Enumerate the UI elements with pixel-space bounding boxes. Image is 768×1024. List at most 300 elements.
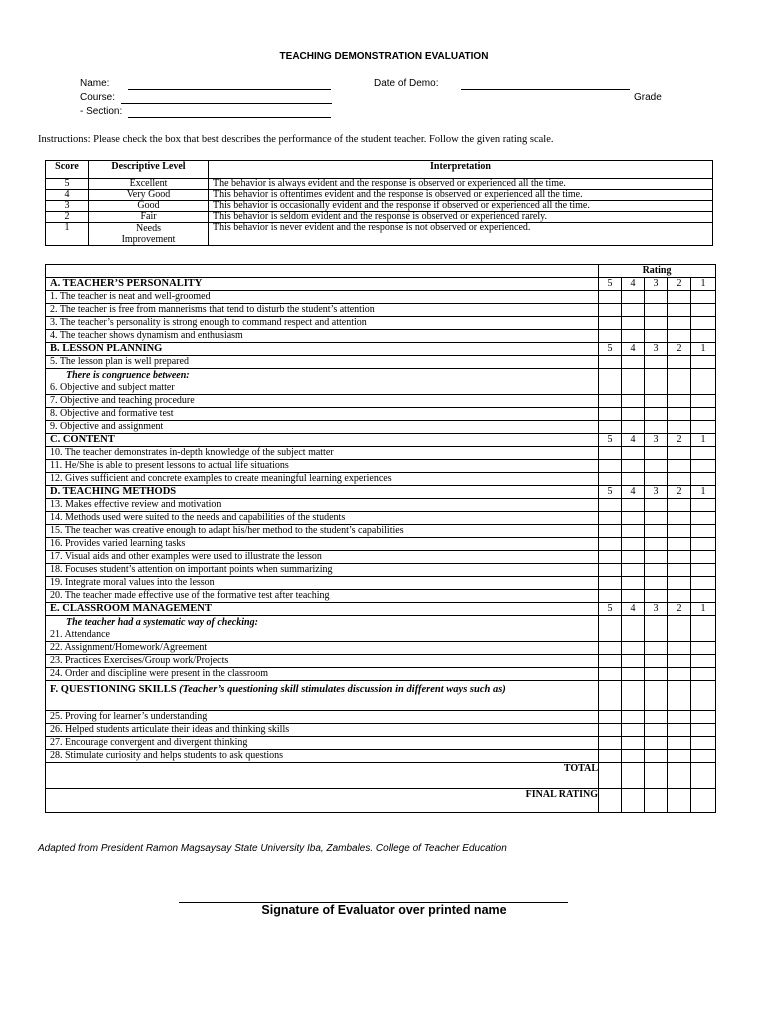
total-cell[interactable]: [622, 763, 645, 789]
criterion-row: [46, 750, 716, 763]
section-title-b: B. LESSON PLANNING: [46, 343, 599, 356]
rating-cell[interactable]: [599, 642, 622, 655]
criterion-row: [46, 551, 716, 564]
rating-cell[interactable]: [668, 616, 691, 642]
rating-cell[interactable]: [599, 499, 622, 512]
rating-cell[interactable]: [668, 408, 691, 421]
rating-cell[interactable]: [622, 668, 645, 681]
criterion-row: [46, 304, 716, 317]
rating-cell[interactable]: [645, 369, 668, 395]
criterion-row: [46, 711, 716, 724]
criterion-label: 17. Visual aids and other examples were used to illustrate the lesson: [46, 551, 599, 564]
section-title-c: C. CONTENT: [46, 434, 599, 447]
final-rating-cell[interactable]: [668, 789, 691, 813]
criterion-cell: [46, 369, 599, 395]
document-title: TEACHING DEMONSTRATION EVALUATION: [279, 51, 489, 62]
rating-cell[interactable]: [668, 724, 691, 737]
scale-label: 2: [668, 343, 691, 356]
rating-cell[interactable]: [691, 447, 716, 460]
section-header-row: [46, 681, 716, 711]
scale-label: 1: [691, 434, 716, 447]
section-title-a: A. TEACHER’S PERSONALITY: [46, 278, 599, 291]
criterion-row: [46, 473, 716, 486]
criterion-row: [46, 724, 716, 737]
grade-label: Grade: [634, 92, 662, 103]
rating-cell[interactable]: [691, 291, 716, 304]
scale-row: [46, 190, 713, 201]
rating-cell[interactable]: [645, 525, 668, 538]
final-rating-cell[interactable]: [622, 789, 645, 813]
rating-cell[interactable]: [691, 724, 716, 737]
rating-cell[interactable]: [668, 525, 691, 538]
scale-label: 1: [691, 343, 716, 356]
criterion-cell: [46, 616, 599, 642]
rating-cell[interactable]: [668, 330, 691, 343]
rating-cell[interactable]: [645, 330, 668, 343]
name-label: Name:: [80, 78, 110, 89]
total-cell[interactable]: [645, 763, 668, 789]
rating-cell[interactable]: [622, 499, 645, 512]
scale-header-row: [46, 161, 713, 179]
rating-cell[interactable]: [645, 408, 668, 421]
rating-cell[interactable]: [599, 408, 622, 421]
rating-scale-table: [45, 160, 713, 246]
rating-cell[interactable]: [622, 395, 645, 408]
rating-cell[interactable]: [668, 447, 691, 460]
total-row: [46, 763, 716, 789]
rating-cell[interactable]: [668, 499, 691, 512]
rating-cell[interactable]: [622, 317, 645, 330]
rating-cell[interactable]: [645, 577, 668, 590]
scale-label: 2: [668, 603, 691, 616]
criterion-row: [46, 395, 716, 408]
criterion-label: 20. The teacher made effective use of the formative test after teaching: [46, 590, 599, 603]
total-cell[interactable]: [668, 763, 691, 789]
scale-label: 3: [645, 603, 668, 616]
rating-cell[interactable]: [645, 538, 668, 551]
rating-cell[interactable]: [599, 460, 622, 473]
rating-header-row: [46, 265, 716, 278]
scale-interpretation: This behavior is seldom evident and the response is observed or experienced rarely.: [209, 212, 713, 223]
rating-cell[interactable]: [668, 317, 691, 330]
rating-cell[interactable]: [622, 724, 645, 737]
rating-cell[interactable]: [599, 304, 622, 317]
rating-cell[interactable]: [691, 525, 716, 538]
criterion-row: [46, 356, 716, 369]
rating-cell[interactable]: [668, 473, 691, 486]
rating-cell[interactable]: [622, 473, 645, 486]
rating-cell[interactable]: [645, 711, 668, 724]
rating-cell[interactable]: [645, 304, 668, 317]
section-header-row: [46, 603, 716, 616]
criterion-label: 8. Objective and formative test: [46, 408, 599, 421]
rating-cell[interactable]: [622, 564, 645, 577]
scale-score: 5: [46, 179, 89, 190]
total-cell[interactable]: [691, 763, 716, 789]
rating-cell[interactable]: [668, 642, 691, 655]
course-field[interactable]: [121, 103, 332, 104]
criterion-label: 9. Objective and assignment: [46, 421, 599, 434]
rating-cell[interactable]: [622, 551, 645, 564]
rating-cell[interactable]: [622, 711, 645, 724]
total-cell[interactable]: [599, 763, 622, 789]
rating-cell[interactable]: [645, 551, 668, 564]
interpretation-header: Interpretation: [209, 161, 713, 179]
rating-cell[interactable]: [599, 668, 622, 681]
section-header-row: [46, 434, 716, 447]
scale-label: 5: [599, 603, 622, 616]
rating-cell[interactable]: [599, 616, 622, 642]
evaluation-table: [45, 264, 716, 813]
rating-cell[interactable]: [668, 655, 691, 668]
rating-cell[interactable]: [691, 317, 716, 330]
criterion-row: [46, 317, 716, 330]
criterion-row: [46, 668, 716, 681]
scale-label: 1: [691, 278, 716, 291]
scale-label: 4: [622, 434, 645, 447]
rating-cell[interactable]: [691, 512, 716, 525]
rating-cell[interactable]: [691, 304, 716, 317]
rating-cell[interactable]: [691, 551, 716, 564]
rating-cell[interactable]: [599, 577, 622, 590]
criterion-label: 14. Methods used were suited to the needs and capabilities of the students: [46, 512, 599, 525]
rating-cell[interactable]: [645, 616, 668, 642]
criterion-label: 13. Makes effective review and motivation: [46, 499, 599, 512]
rating-cell[interactable]: [645, 750, 668, 763]
scale-label: 1: [691, 603, 716, 616]
rating-cell[interactable]: [668, 711, 691, 724]
rating-cell[interactable]: [691, 577, 716, 590]
scale-row: [46, 179, 713, 190]
rating-cell[interactable]: [599, 551, 622, 564]
rating-cell[interactable]: [668, 421, 691, 434]
rating-header: Rating: [599, 265, 716, 278]
criterion-row: [46, 369, 716, 395]
rating-cell[interactable]: [599, 369, 622, 395]
scale-level-line: Improvement: [121, 234, 176, 245]
rating-cell[interactable]: [668, 291, 691, 304]
rating-cell[interactable]: [645, 590, 668, 603]
rating-cell[interactable]: [622, 577, 645, 590]
scale-level: Fair: [89, 212, 209, 223]
criterion-label: 2. The teacher is free from mannerisms that tend to disturb the student’s attention: [46, 304, 599, 317]
rating-cell[interactable]: [599, 538, 622, 551]
rating-cell[interactable]: [668, 668, 691, 681]
rating-cell[interactable]: [668, 737, 691, 750]
rating-cell[interactable]: [599, 681, 622, 711]
rating-cell[interactable]: [691, 564, 716, 577]
criterion-label: 12. Gives sufficient and concrete examples to create meaningful learning experiences: [46, 473, 599, 486]
rating-cell[interactable]: [599, 711, 622, 724]
rating-cell[interactable]: [668, 512, 691, 525]
rating-cell[interactable]: [599, 590, 622, 603]
criterion-label: 3. The teacher’s personality is strong enough to command respect and attention: [46, 317, 599, 330]
scale-label: 5: [599, 278, 622, 291]
section-header-row: [46, 343, 716, 356]
final-rating-cell[interactable]: [599, 789, 622, 813]
section-f-note: (Teacher’s questioning skill stimulates discussion in different ways such as): [179, 684, 506, 695]
rating-cell[interactable]: [645, 291, 668, 304]
scale-label: 4: [622, 343, 645, 356]
blank-cell: [46, 265, 599, 278]
rating-cell[interactable]: [622, 538, 645, 551]
criterion-row: [46, 525, 716, 538]
rating-cell[interactable]: [691, 369, 716, 395]
rating-cell[interactable]: [668, 750, 691, 763]
rating-cell[interactable]: [668, 577, 691, 590]
rating-cell[interactable]: [599, 737, 622, 750]
source-footnote: Adapted from President Ramon Magsaysay State University Iba, Zambales. College of Teacher Education: [38, 843, 507, 854]
rating-cell[interactable]: [622, 525, 645, 538]
criterion-row: [46, 421, 716, 434]
scale-label: 5: [599, 434, 622, 447]
rating-cell[interactable]: [622, 369, 645, 395]
scale-label: 1: [691, 486, 716, 499]
rating-cell[interactable]: [691, 711, 716, 724]
rating-cell[interactable]: [645, 356, 668, 369]
rating-cell[interactable]: [645, 737, 668, 750]
rating-cell[interactable]: [622, 590, 645, 603]
rating-cell[interactable]: [599, 421, 622, 434]
scale-label: 3: [645, 278, 668, 291]
rating-cell[interactable]: [645, 655, 668, 668]
rating-cell[interactable]: [645, 317, 668, 330]
rating-cell[interactable]: [622, 408, 645, 421]
scale-interpretation: The behavior is always evident and the response is observed or experienced all the time.: [209, 179, 713, 190]
section-header-row: [46, 486, 716, 499]
rating-cell[interactable]: [599, 564, 622, 577]
scale-score: 4: [46, 190, 89, 201]
scale-level: Good: [89, 201, 209, 212]
criterion-row: [46, 330, 716, 343]
rating-cell[interactable]: [622, 291, 645, 304]
rating-cell[interactable]: [599, 356, 622, 369]
rating-cell[interactable]: [622, 447, 645, 460]
criterion-row: [46, 499, 716, 512]
criterion-row: [46, 460, 716, 473]
section-title-d: D. TEACHING METHODS: [46, 486, 599, 499]
rating-cell[interactable]: [599, 317, 622, 330]
rating-cell[interactable]: [645, 512, 668, 525]
scale-row: [46, 212, 713, 223]
rating-cell[interactable]: [599, 750, 622, 763]
rating-cell[interactable]: [691, 460, 716, 473]
rating-cell[interactable]: [668, 356, 691, 369]
rating-cell[interactable]: [645, 499, 668, 512]
rating-cell[interactable]: [691, 395, 716, 408]
rating-cell[interactable]: [691, 750, 716, 763]
rating-cell[interactable]: [691, 538, 716, 551]
rating-cell[interactable]: [691, 668, 716, 681]
rating-cell[interactable]: [691, 421, 716, 434]
rating-cell[interactable]: [622, 460, 645, 473]
rating-cell[interactable]: [645, 681, 668, 711]
rating-cell[interactable]: [668, 369, 691, 395]
criterion-row: [46, 655, 716, 668]
rating-cell[interactable]: [668, 564, 691, 577]
rating-cell[interactable]: [622, 681, 645, 711]
rating-cell[interactable]: [622, 642, 645, 655]
final-rating-cell[interactable]: [645, 789, 668, 813]
criterion-label: 11. He/She is able to present lessons to actual life situations: [46, 460, 599, 473]
rating-cell[interactable]: [691, 681, 716, 711]
rating-cell[interactable]: [599, 655, 622, 668]
criterion-label: 21. Attendance: [50, 629, 110, 640]
rating-cell[interactable]: [691, 408, 716, 421]
scale-label: 4: [622, 278, 645, 291]
scale-label: 2: [668, 434, 691, 447]
criterion-label: 5. The lesson plan is well prepared: [46, 356, 599, 369]
scale-label: 3: [645, 343, 668, 356]
criterion-row: [46, 512, 716, 525]
scale-interpretation: This behavior is oftentimes evident and the response is observed or experienced all the time.: [209, 190, 713, 201]
scale-score: 3: [46, 201, 89, 212]
criterion-label: 15. The teacher was creative enough to adapt his/her method to the student’s capabilities: [46, 525, 599, 538]
rating-cell[interactable]: [622, 330, 645, 343]
rating-cell[interactable]: [668, 304, 691, 317]
date-field[interactable]: [461, 89, 630, 90]
rating-cell[interactable]: [668, 551, 691, 564]
rating-cell[interactable]: [645, 447, 668, 460]
scale-score: 2: [46, 212, 89, 223]
rating-cell[interactable]: [622, 750, 645, 763]
scale-level: [89, 223, 209, 246]
criterion-row: [46, 291, 716, 304]
scale-label: 4: [622, 486, 645, 499]
rating-cell[interactable]: [645, 473, 668, 486]
rating-cell[interactable]: [645, 668, 668, 681]
scale-label: 2: [668, 486, 691, 499]
section-label: - Section:: [80, 106, 123, 117]
rating-cell[interactable]: [645, 460, 668, 473]
rating-cell[interactable]: [599, 395, 622, 408]
rating-cell[interactable]: [691, 642, 716, 655]
rating-cell[interactable]: [668, 538, 691, 551]
instructions-text: Instructions: Please check the box that best describes the performance of the student teacher. Follow the given rating scale.: [38, 134, 554, 145]
section-f-title: F. QUESTIONING SKILLS: [50, 684, 177, 695]
scale-level: Very Good: [89, 190, 209, 201]
criterion-label: 27. Encourage convergent and divergent thinking: [46, 737, 599, 750]
rating-cell[interactable]: [668, 395, 691, 408]
criterion-label: 24. Order and discipline were present in the classroom: [46, 668, 599, 681]
scale-level: Excellent: [89, 179, 209, 190]
rating-cell[interactable]: [622, 356, 645, 369]
criterion-label: 25. Proving for learner’s understanding: [46, 711, 599, 724]
rating-cell[interactable]: [691, 330, 716, 343]
scale-label: 2: [668, 278, 691, 291]
criterion-row: [46, 590, 716, 603]
scale-row: [46, 201, 713, 212]
rating-cell[interactable]: [691, 473, 716, 486]
rating-cell[interactable]: [599, 724, 622, 737]
rating-cell[interactable]: [668, 460, 691, 473]
rating-cell[interactable]: [599, 473, 622, 486]
scale-label: 3: [645, 434, 668, 447]
rating-cell[interactable]: [645, 395, 668, 408]
criterion-row: [46, 737, 716, 750]
rating-cell[interactable]: [645, 421, 668, 434]
final-rating-label: FINAL RATING: [46, 789, 599, 813]
section-title-f: [46, 681, 599, 711]
final-rating-cell[interactable]: [691, 789, 716, 813]
section-field[interactable]: [128, 117, 331, 118]
total-label: TOTAL: [46, 763, 599, 789]
scale-label: 3: [645, 486, 668, 499]
rating-cell[interactable]: [691, 590, 716, 603]
scale-label: 5: [599, 486, 622, 499]
rating-cell[interactable]: [691, 499, 716, 512]
rating-cell[interactable]: [645, 564, 668, 577]
criterion-label: 23. Practices Exercises/Group work/Projects: [46, 655, 599, 668]
criterion-label: 7. Objective and teaching procedure: [46, 395, 599, 408]
final-rating-row: [46, 789, 716, 813]
course-label: Course:: [80, 92, 116, 103]
scale-label: 5: [599, 343, 622, 356]
date-label: Date of Demo:: [374, 78, 439, 89]
rating-cell[interactable]: [622, 655, 645, 668]
criterion-label: 6. Objective and subject matter: [50, 382, 175, 393]
subheading: There is congruence between:: [66, 370, 190, 381]
criterion-row: [46, 538, 716, 551]
rating-cell[interactable]: [599, 291, 622, 304]
rating-cell[interactable]: [645, 642, 668, 655]
rating-cell[interactable]: [691, 616, 716, 642]
scale-interpretation: This behavior is occasionally evident and the response if observed or experienced all the time.: [209, 201, 713, 212]
subheading: The teacher had a systematic way of checking:: [66, 617, 258, 628]
criterion-row: [46, 577, 716, 590]
scale-label: 4: [622, 603, 645, 616]
rating-cell[interactable]: [622, 737, 645, 750]
criterion-label: 19. Integrate moral values into the lesson: [46, 577, 599, 590]
criterion-label: 1. The teacher is neat and well-groomed: [46, 291, 599, 304]
signature-label: Signature of Evaluator over printed name: [261, 903, 507, 917]
rating-cell[interactable]: [622, 616, 645, 642]
scale-level-line: Needs: [136, 223, 161, 234]
rating-cell[interactable]: [622, 421, 645, 434]
rating-cell[interactable]: [599, 525, 622, 538]
rating-cell[interactable]: [622, 304, 645, 317]
level-header: Descriptive Level: [89, 161, 209, 179]
rating-cell[interactable]: [622, 512, 645, 525]
criterion-label: 28. Stimulate curiosity and helps students to ask questions: [46, 750, 599, 763]
criterion-row: [46, 447, 716, 460]
criterion-row: [46, 408, 716, 421]
rating-cell[interactable]: [691, 737, 716, 750]
criterion-label: 26. Helped students articulate their ideas and thinking skills: [46, 724, 599, 737]
rating-cell[interactable]: [691, 356, 716, 369]
rating-cell[interactable]: [691, 655, 716, 668]
scale-row: [46, 223, 713, 246]
rating-cell[interactable]: [599, 330, 622, 343]
rating-cell[interactable]: [599, 512, 622, 525]
scale-score: 1: [46, 223, 89, 246]
criterion-label: 18. Focuses student’s attention on important points when summarizing: [46, 564, 599, 577]
rating-cell[interactable]: [599, 447, 622, 460]
criterion-label: 4. The teacher shows dynamism and enthusiasm: [46, 330, 599, 343]
criterion-row: [46, 616, 716, 642]
criterion-row: [46, 642, 716, 655]
rating-cell[interactable]: [668, 590, 691, 603]
rating-cell[interactable]: [645, 724, 668, 737]
criterion-label: 10. The teacher demonstrates in-depth knowledge of the subject matter: [46, 447, 599, 460]
criterion-label: 22. Assignment/Homework/Agreement: [46, 642, 599, 655]
score-header: Score: [46, 161, 89, 179]
section-header-row: [46, 278, 716, 291]
criterion-label: 16. Provides varied learning tasks: [46, 538, 599, 551]
rating-cell[interactable]: [668, 681, 691, 711]
name-field[interactable]: [128, 89, 331, 90]
scale-interpretation: This behavior is never evident and the response is not observed or experienced.: [209, 223, 713, 246]
